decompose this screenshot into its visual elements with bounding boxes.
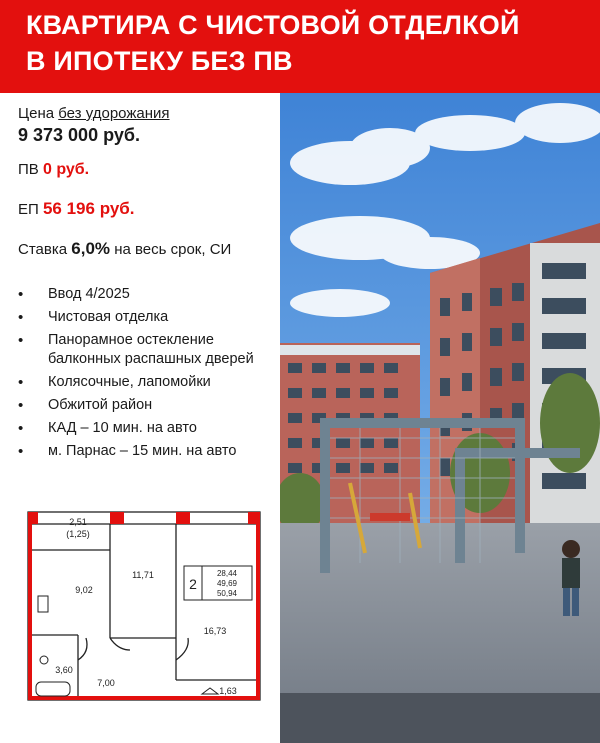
header-banner [0, 0, 600, 93]
feature-item: • Обжитой район [18, 396, 254, 415]
plan-balcony-sub: (1,25) [66, 529, 90, 539]
feature-item: • Колясочные, лапомойки [18, 373, 254, 392]
plan-room-big: 16,73 [203, 626, 227, 636]
monthly-payment-label: ЕП [18, 201, 39, 218]
floor-plan [26, 510, 264, 705]
feature-item-continued [18, 350, 254, 369]
feature-item-text: Панорамное остекление [48, 332, 214, 348]
plan-area-living: 28,44 [216, 569, 238, 578]
plan-area-balcony: 50,94 [216, 589, 238, 598]
price-label-link: без удорожания [58, 105, 170, 122]
rate-line [18, 239, 231, 259]
down-payment [18, 161, 89, 179]
banner-title-line1: КВАРТИРА С ЧИСТОВОЙ ОТДЕЛКОЙ [26, 10, 520, 40]
complex-photo [280, 93, 600, 743]
feature-item: • Ввод 4/2025 [18, 285, 254, 304]
plan-kitchen: 9,02 [75, 585, 93, 595]
feature-item-text: балконных распашных дверей [48, 351, 254, 367]
feature-item: • Чистовая отделка [18, 308, 254, 327]
plan-room-small: 11,71 [132, 570, 154, 580]
hanger-icon [202, 688, 218, 694]
price-label-prefix: Цена [18, 105, 55, 122]
plan-closet: 1,63 [219, 686, 237, 696]
monthly-payment-value: 56 196 руб. [42, 199, 135, 218]
features-list [18, 285, 254, 465]
feature-item: • м. Парнас – 15 мин. на авто [18, 442, 254, 461]
rate-value: 6,0% [71, 239, 111, 258]
monthly-payment [18, 199, 135, 219]
plan-hall: 7,00 [97, 678, 115, 688]
plan-balcony: 2,51 [69, 517, 87, 527]
banner-title-line2: В ИПОТЕКУ БЕЗ ПВ [26, 46, 293, 76]
feature-item: • КАД – 10 мин. на авто [18, 419, 254, 438]
price-value: 9 373 000 руб. [18, 125, 140, 145]
down-payment-value: 0 руб. [42, 161, 90, 178]
plan-bath: 3,60 [55, 665, 73, 675]
down-payment-label: ПВ [18, 161, 39, 178]
rate-label: Ставка [18, 241, 68, 258]
price-label [18, 105, 170, 122]
plan-rooms-count: 2 [189, 576, 197, 592]
rate-suffix: на весь срок, СИ [114, 241, 232, 258]
plan-area-total: 49,69 [216, 579, 238, 588]
feature-item [18, 331, 254, 350]
